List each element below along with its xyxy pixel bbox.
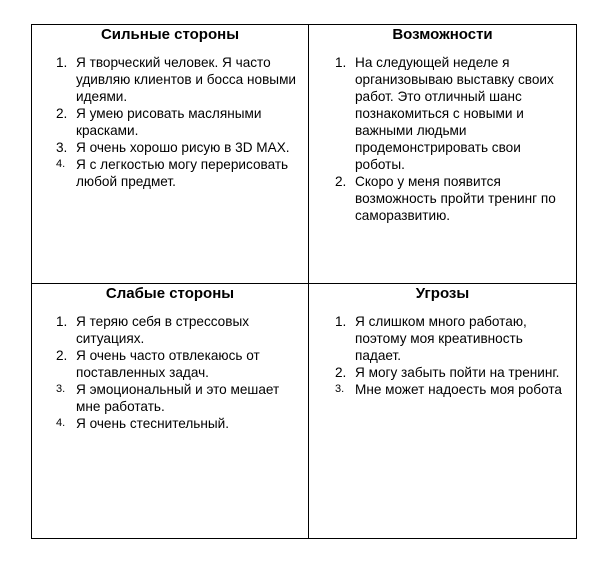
threats-list: [309, 313, 576, 398]
list-item-number: 2.: [335, 174, 347, 189]
swot-row-top: [32, 25, 577, 284]
list-item-text: Я очень хорошо рисую в 3D MAX.: [76, 140, 290, 155]
list-item: [56, 54, 302, 105]
strengths-cell: [32, 25, 309, 284]
list-item: [335, 364, 570, 381]
list-item-text: Я творческий человек. Я часто удивляю клиентов и босса новыми идеями.: [76, 55, 297, 104]
list-item-number: 3.: [56, 383, 66, 395]
list-item: [56, 415, 302, 432]
opportunities-title: Возможности: [392, 26, 493, 43]
list-item-text: На следующей неделе я организовываю выставку своих работ. Это отличный шанс познакомиться с новыми и важными людьми продемонстрировать свои роботы.: [355, 55, 554, 172]
list-item: [56, 381, 302, 415]
weaknesses-title: Слабые стороны: [105, 285, 235, 302]
strengths-title: Сильные стороны: [100, 26, 240, 43]
swot-row-bottom: [32, 284, 577, 539]
list-item: [335, 173, 570, 224]
opportunities-cell: [309, 25, 577, 284]
list-item: [56, 347, 302, 381]
list-item-number: 3.: [56, 140, 68, 155]
opportunities-list: [309, 54, 576, 224]
list-item-number: 1.: [335, 314, 347, 329]
list-item-number: 1.: [56, 314, 68, 329]
list-item-text: Я слишком много работаю, поэтому моя креативность падает.: [355, 314, 527, 363]
list-item-text: Я очень стеснительный.: [76, 416, 230, 431]
list-item-text: Я умею рисовать масляными красками.: [76, 106, 262, 138]
swot-table: [31, 24, 577, 539]
list-item-number: 2.: [56, 348, 68, 363]
list-item-number: 4.: [56, 158, 66, 170]
list-item: [56, 313, 302, 347]
list-item: [335, 54, 570, 173]
list-item-text: Я эмоциональный и это мешает мне работать.: [76, 382, 280, 414]
weaknesses-cell: [32, 284, 309, 539]
list-item-number: 2.: [335, 365, 347, 380]
list-item-number: 2.: [56, 106, 68, 121]
list-item: [56, 139, 302, 156]
list-item-number: 1.: [335, 55, 347, 70]
list-item: [56, 156, 302, 190]
list-item-number: 1.: [56, 55, 68, 70]
weaknesses-list: [32, 313, 308, 432]
list-item: [56, 105, 302, 139]
list-item: [335, 313, 570, 364]
list-item-text: Я могу забыть пойти на тренинг.: [355, 365, 560, 380]
list-item-number: 3.: [335, 383, 345, 395]
threats-cell: [309, 284, 577, 539]
list-item-text: Мне может надоесть моя робота: [355, 382, 562, 397]
list-item-number: 4.: [56, 417, 66, 429]
threats-title: Угрозы: [415, 285, 470, 302]
strengths-list: [32, 54, 308, 190]
list-item-text: Я очень часто отвлекаюсь от поставленных задач.: [76, 348, 260, 380]
list-item: [335, 381, 570, 398]
list-item-text: Я с легкостью могу перерисовать любой предмет.: [76, 157, 289, 189]
list-item-text: Скоро у меня появится возможность пройти тренинг по саморазвитию.: [355, 174, 556, 223]
list-item-text: Я теряю себя в стрессовых ситуациях.: [76, 314, 250, 346]
